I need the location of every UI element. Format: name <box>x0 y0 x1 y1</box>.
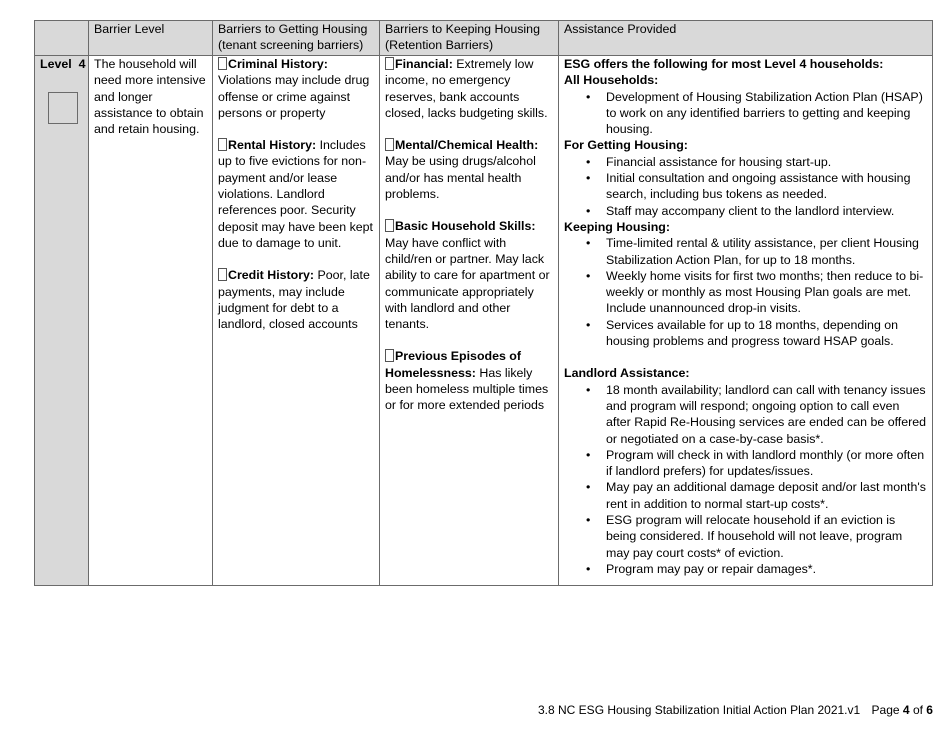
keeping-item-homelessness <box>385 348 553 413</box>
all-households-title: All Households: <box>564 73 659 88</box>
list-item: • 18 month availability; landlord can call with tenancy issues and program will respond; ongoing option to call even after Rapid Re-Housing services are ended can be offered or negotiated on a case-by-case basis*. <box>606 382 927 447</box>
barrier-table <box>34 20 933 586</box>
header-keeping-line1: Barriers to Keeping Housing <box>385 22 540 36</box>
footer-of-word: of <box>912 703 923 717</box>
getting-item-title: Credit History: <box>228 268 315 283</box>
header-keeping-line2: (Retention Barriers) <box>385 38 494 53</box>
list-item: • Program may pay or repair damages*. <box>606 561 927 577</box>
barrier-description: The household will need more intensive and longer assistance to obtain and retain housing. <box>94 57 206 137</box>
getting-item-credit <box>218 267 374 332</box>
mental-health-checkbox[interactable] <box>385 138 394 151</box>
keeping-item-title: Financial: <box>395 57 453 71</box>
spacer <box>564 349 927 365</box>
header-barrier-level-text: Barrier Level <box>94 22 165 36</box>
header-assistance-text: Assistance Provided <box>564 22 677 36</box>
getting-item-title: Rental History: <box>228 138 317 153</box>
page-footer <box>538 703 933 717</box>
criminal-history-checkbox[interactable] <box>218 57 227 70</box>
list-item: • Weekly home visits for first two months; then reduce to bi-weekly or monthly as most Housing Plan goals are met. Include unannounced drop-in visits. <box>606 268 927 317</box>
list-item: • Services available for up to 18 months, depending on housing problems and progress toward HSAP goals. <box>606 317 927 350</box>
landlord-assistance-list <box>564 382 927 578</box>
level-label: Level 4 <box>40 57 86 71</box>
list-item: • Initial consultation and ongoing assistance with housing search, including bus tokens as needed. <box>606 170 927 203</box>
getting-item-criminal <box>218 56 374 121</box>
homelessness-checkbox[interactable] <box>385 349 394 362</box>
getting-item-text: Violations may include drug offense or crime against persons or property <box>218 73 370 120</box>
header-keeping-housing <box>380 21 559 56</box>
assistance-cell <box>559 56 933 586</box>
household-skills-checkbox[interactable] <box>385 219 394 232</box>
list-item: • ESG program will relocate household if an eviction is being considered. If household will not leave, program may pay court costs* of eviction. <box>606 512 927 561</box>
header-assistance <box>559 21 933 56</box>
keeping-housing-title: Keeping Housing: <box>564 219 671 234</box>
keeping-item-mental <box>385 137 553 202</box>
level-cell <box>35 56 89 586</box>
list-item: • Time-limited rental & utility assistance, per client Housing Stabilization Action Plan, for up to 18 months. <box>606 235 927 268</box>
getting-item-rental <box>218 137 374 251</box>
financial-checkbox[interactable] <box>385 57 394 70</box>
landlord-assistance-title: Landlord Assistance: <box>564 366 690 381</box>
list-item: • Program will check in with landlord monthly (or more often if landlord prefers) for updates/issues. <box>606 447 927 480</box>
barrier-description-cell <box>89 56 213 586</box>
list-item: • Development of Housing Stabilization Action Plan (HSAP) to work on any identified barriers to getting and keeping housing. <box>606 89 927 138</box>
header-empty-cell <box>35 21 89 56</box>
header-barrier-level <box>89 21 213 56</box>
keeping-item-text: Extremely low income, no emergency reserves, bank accounts closed, lacks budgeting skills. <box>385 57 548 120</box>
header-getting-line1: Barriers to Getting Housing <box>218 22 368 36</box>
level-4-row <box>35 56 933 586</box>
list-item: • May pay an additional damage deposit and/or last month's rent in addition to normal start-up costs*. <box>606 479 927 512</box>
keeping-item-text: Has likely been homeless multiple times or for more extended periods <box>385 365 549 413</box>
keeping-item-title: Mental/Chemical Health: <box>395 138 539 153</box>
keeping-item-text: May be using drugs/alcohol and/or has mental health problems. <box>385 154 536 202</box>
footer-page-total: 6 <box>926 703 933 717</box>
header-row <box>35 21 933 56</box>
getting-housing-list <box>564 154 927 219</box>
keeping-item-title: Basic Household Skills: <box>395 219 536 234</box>
assistance-intro: ESG offers the following for most Level 4 households: <box>564 57 884 71</box>
keeping-housing-list <box>564 235 927 349</box>
getting-barriers-cell <box>213 56 380 586</box>
level-checkbox[interactable] <box>48 92 78 124</box>
keeping-item-skills <box>385 218 553 332</box>
getting-item-text: Poor, late payments, may include judgment for debt to a landlord, closed accounts <box>218 268 370 332</box>
list-item: • Financial assistance for housing start-up. <box>606 154 927 170</box>
footer-page-word: Page <box>871 703 900 717</box>
keeping-item-title: Previous Episodes of Homelessness: <box>385 349 522 380</box>
getting-item-title: Criminal History: <box>228 57 328 71</box>
list-item: • Staff may accompany client to the landlord interview. <box>606 203 927 219</box>
rental-history-checkbox[interactable] <box>218 138 227 151</box>
footer-doc-title: 3.8 NC ESG Housing Stabilization Initial Action Plan 2021.v1 <box>538 703 861 717</box>
keeping-item-text: May have conflict with child/ren or partner. May lack ability to care for apartment or communicate appropriately with landlord and other tenants. <box>385 235 550 332</box>
header-getting-housing <box>213 21 380 56</box>
footer-page-number: 4 <box>902 703 910 717</box>
header-getting-line2: (tenant screening barriers) <box>218 38 364 53</box>
keeping-item-financial <box>385 56 553 121</box>
keeping-barriers-cell <box>380 56 559 586</box>
getting-housing-title: For Getting Housing: <box>564 138 688 153</box>
getting-item-text: Includes up to five evictions for non-payment and/or lease violations. Landlord references poor. Security deposit may have been kept due to damage to unit. <box>218 138 373 250</box>
credit-history-checkbox[interactable] <box>218 268 227 281</box>
all-households-list <box>564 89 927 138</box>
